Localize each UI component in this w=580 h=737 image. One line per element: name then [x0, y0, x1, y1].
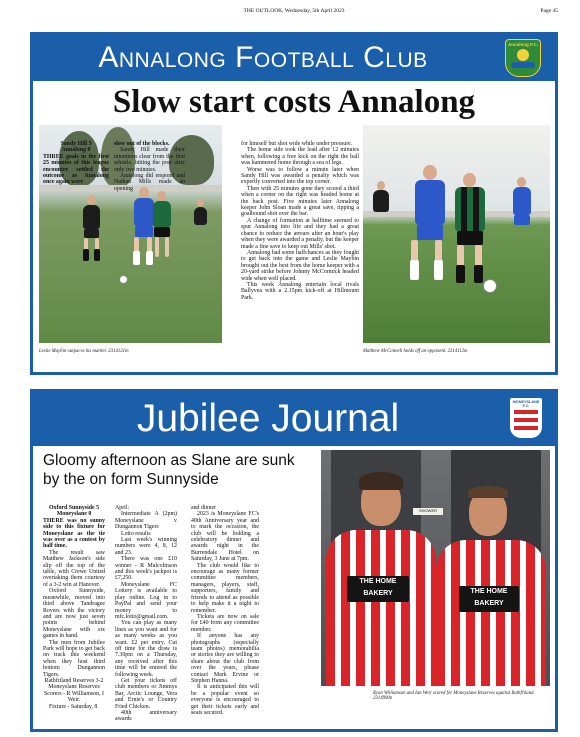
article-paragraph: The club would like to encourage as many former committee members, managers, players, staff, supporters, family and friends to attend as possible to help make it a night to remember. — [191, 562, 259, 614]
jubilee-headline: Gloomy afternoon as Slane are sunk by the on form Sunnyside — [43, 452, 295, 488]
sponsor-line-2: BAKERY — [363, 590, 393, 597]
article-paragraph: Annalong 0 — [61, 147, 91, 154]
article-paragraph: THERE was no sunny side to this fixture for Moneyslane as the tie was over as a contest by half time. — [43, 517, 105, 550]
article-paragraph: Annalong did respond and Nathan Mills made an opening — [114, 173, 185, 192]
article-paragraph: Oxford Sunnyside 5 — [48, 505, 100, 511]
crest-sun-shape — [517, 49, 529, 61]
page-dateline: THE OUTLOOK, Wednesday, 5th April 2023 — [243, 8, 345, 14]
jubilee-text-column-1 — [43, 505, 105, 710]
annalong-banner-title: Annalong Football Club — [98, 41, 428, 74]
page-header — [30, 7, 558, 19]
article-paragraph: The home side took the lead after 12 minutes when, following a free kick on the right the ball was hammered home through a sea of legs. — [241, 147, 359, 167]
annalong-crest-label: Annalong F.C. — [508, 42, 538, 47]
article-paragraph: Intermediate A (2pm) Moneyslane v Dungannon Tigers — [115, 511, 177, 531]
article-paragraph: Lotto results — [121, 530, 151, 537]
annalong-story — [30, 32, 558, 375]
sponsor-logo-right — [459, 586, 519, 612]
moneyslane-crest-label: MONEYSLANE F.C. — [512, 400, 540, 408]
article-paragraph: Fixture - Saturday, 8 — [49, 703, 98, 710]
crest-wave-shape — [511, 62, 535, 68]
jubilee-story — [30, 389, 558, 732]
jubilee-photo-caption: Ryan Williamson and Ian Weir scored for Moneyslane Reserves against Rathfriland. 2314990n — [373, 691, 535, 701]
article-paragraph: Sandy Hill 3 — [60, 141, 92, 147]
article-paragraph: The men from Jubilee Park will hope to get back on track this weekend when they host third bottom Dungannon Tigers. — [43, 639, 105, 678]
article-paragraph: Oxford Sunnyside, meanwhile, moved into third above Tandragee Rovers with the victory and are now just seven points behind Moneyslane with six games in hand. — [43, 588, 105, 640]
article-paragraph: Last week's winning numbers were 4, 8, 12 and 23. — [115, 537, 177, 556]
article-paragraph: Worse was to follow a minute later when Sandy Hill was awarded a penalty which was expertly converted into the top corner. — [241, 166, 359, 186]
annalong-headline: Slow start costs Annalong — [112, 84, 476, 120]
annalong-text-column-1 — [43, 141, 109, 186]
annalong-photo-left-caption: Leslie Maybin outpaces his marker. 2314131m — [39, 349, 129, 354]
article-paragraph: Then with 25 minutes gone they scored a third when a corner on the right was headed home at the back post. Five minutes later Annalong keeper John Sloan made a great save, tipping a goalbound shot over the bar. — [241, 185, 359, 218]
article-paragraph: Rathfriland Reserves 3-2 Moneyslane Reserves — [44, 677, 104, 691]
article-paragraph: for himself but shot wide while under pressure. — [241, 141, 353, 147]
annalong-photo-right-caption: Matthew McConnell holds off an opponent. 2314112m — [363, 349, 468, 354]
article-paragraph: Get your tickets off club members or Jimmys Bar, Arctic Lounge, Vera and Ernie's or Country Fried Chicken. — [115, 677, 177, 710]
article-paragraph: Annalong had some halfchances as they fought to get back into the game and Leslie Maybin brought out the best from the home keeper with a 20-yard strike before Johnny McCormick headed wide when well placed. — [241, 249, 359, 282]
article-paragraph: Tickets are now on sale for £40 from any committee member. — [191, 613, 259, 633]
sponsor-line-1: THE HOME — [470, 588, 508, 595]
article-paragraph: The result saw Matthew Jackson's side slip off the top of the table, with Crewe United overtaking them courtesy of a 3-2 win at Hanover. — [43, 549, 105, 588]
article-paragraph: Moneyslane 0 — [56, 511, 92, 518]
jubilee-banner-title: Jubilee Journal — [136, 397, 400, 440]
annalong-banner — [33, 35, 555, 81]
annalong-text-column-2 — [114, 141, 185, 192]
jubilee-text-column-2 — [115, 505, 177, 723]
article-paragraph: This week Annalong entertain local rivals Ballyvea with a 2.15pm kick-off at Hillmount Park. — [241, 281, 359, 301]
annalong-text-column-3 — [241, 141, 359, 301]
jubilee-text-column-3 — [191, 505, 259, 716]
article-paragraph: 2023 is Moneyslane FC's 40th Anniversary year and to mark the occasion, the club will be holding a celebratory dinner and awards night in the Burrendale Hotel on Saturday, 3 June at 7pm. — [191, 511, 259, 563]
sponsor-line-2: BAKERY — [474, 600, 504, 607]
jubilee-banner — [33, 392, 555, 446]
article-paragraph: and dinner — [191, 505, 217, 511]
jubilee-photo — [321, 450, 550, 686]
article-paragraph: slow out of the blocks. — [114, 141, 170, 147]
article-paragraph: THREE goals in the first 25 minutes of this league encounter settled the outcome as Annalong once again were — [43, 153, 109, 186]
article-paragraph: It is anticipated this will be a popular event so everyone is encouraged to get their tickets early and seats secured. — [191, 684, 259, 716]
annalong-photo-right — [363, 125, 550, 343]
article-paragraph: April: — [115, 505, 130, 511]
article-paragraph: A change of formation at halftime seemed to spur Annalong into life and they had a great chance to reduce the arrears after an hour's play when they were awarded a penalty, but the keeper made a fine save to keep out Mills' shot. — [241, 217, 359, 250]
sponsor-line-1: THE HOME — [359, 578, 397, 585]
article-paragraph: If anyone has any photographs (especially team photos) memorabilia or stories they are willing to share about the club from over the years, please contact Mark Ervine or Stephen Hanna. — [191, 633, 259, 684]
annalong-club-crest-icon — [505, 39, 541, 77]
page-number: Page 45 — [540, 8, 558, 14]
article-paragraph: Sandy Hill made their intentions clear from the first whistle, hitting the post after only two minutes. — [114, 147, 185, 173]
article-paragraph: 40th anniversary awards — [115, 710, 177, 723]
article-paragraph: Moneyslane FC Lottery is available to play online. Log in to PayPal and send your money to mfc.lotto@gmail.com. — [115, 581, 177, 620]
sponsor-logo-left — [347, 576, 409, 602]
moneyslane-club-crest-icon — [509, 397, 543, 439]
article-paragraph: Scorers - R Williamson, I Weir. — [43, 690, 105, 704]
article-paragraph: There was one £10 winner - R Malcolmson and this week's jackpot is £7,250. — [115, 556, 177, 582]
article-paragraph: You can play as many lines as you want and for as many weeks as you want. £2 per entry. Cut off time for the draw is 7.30pm on a Thursday, any received after this time will be entered the following week. — [115, 620, 177, 678]
shower-sign: SHOWER — [413, 508, 443, 515]
